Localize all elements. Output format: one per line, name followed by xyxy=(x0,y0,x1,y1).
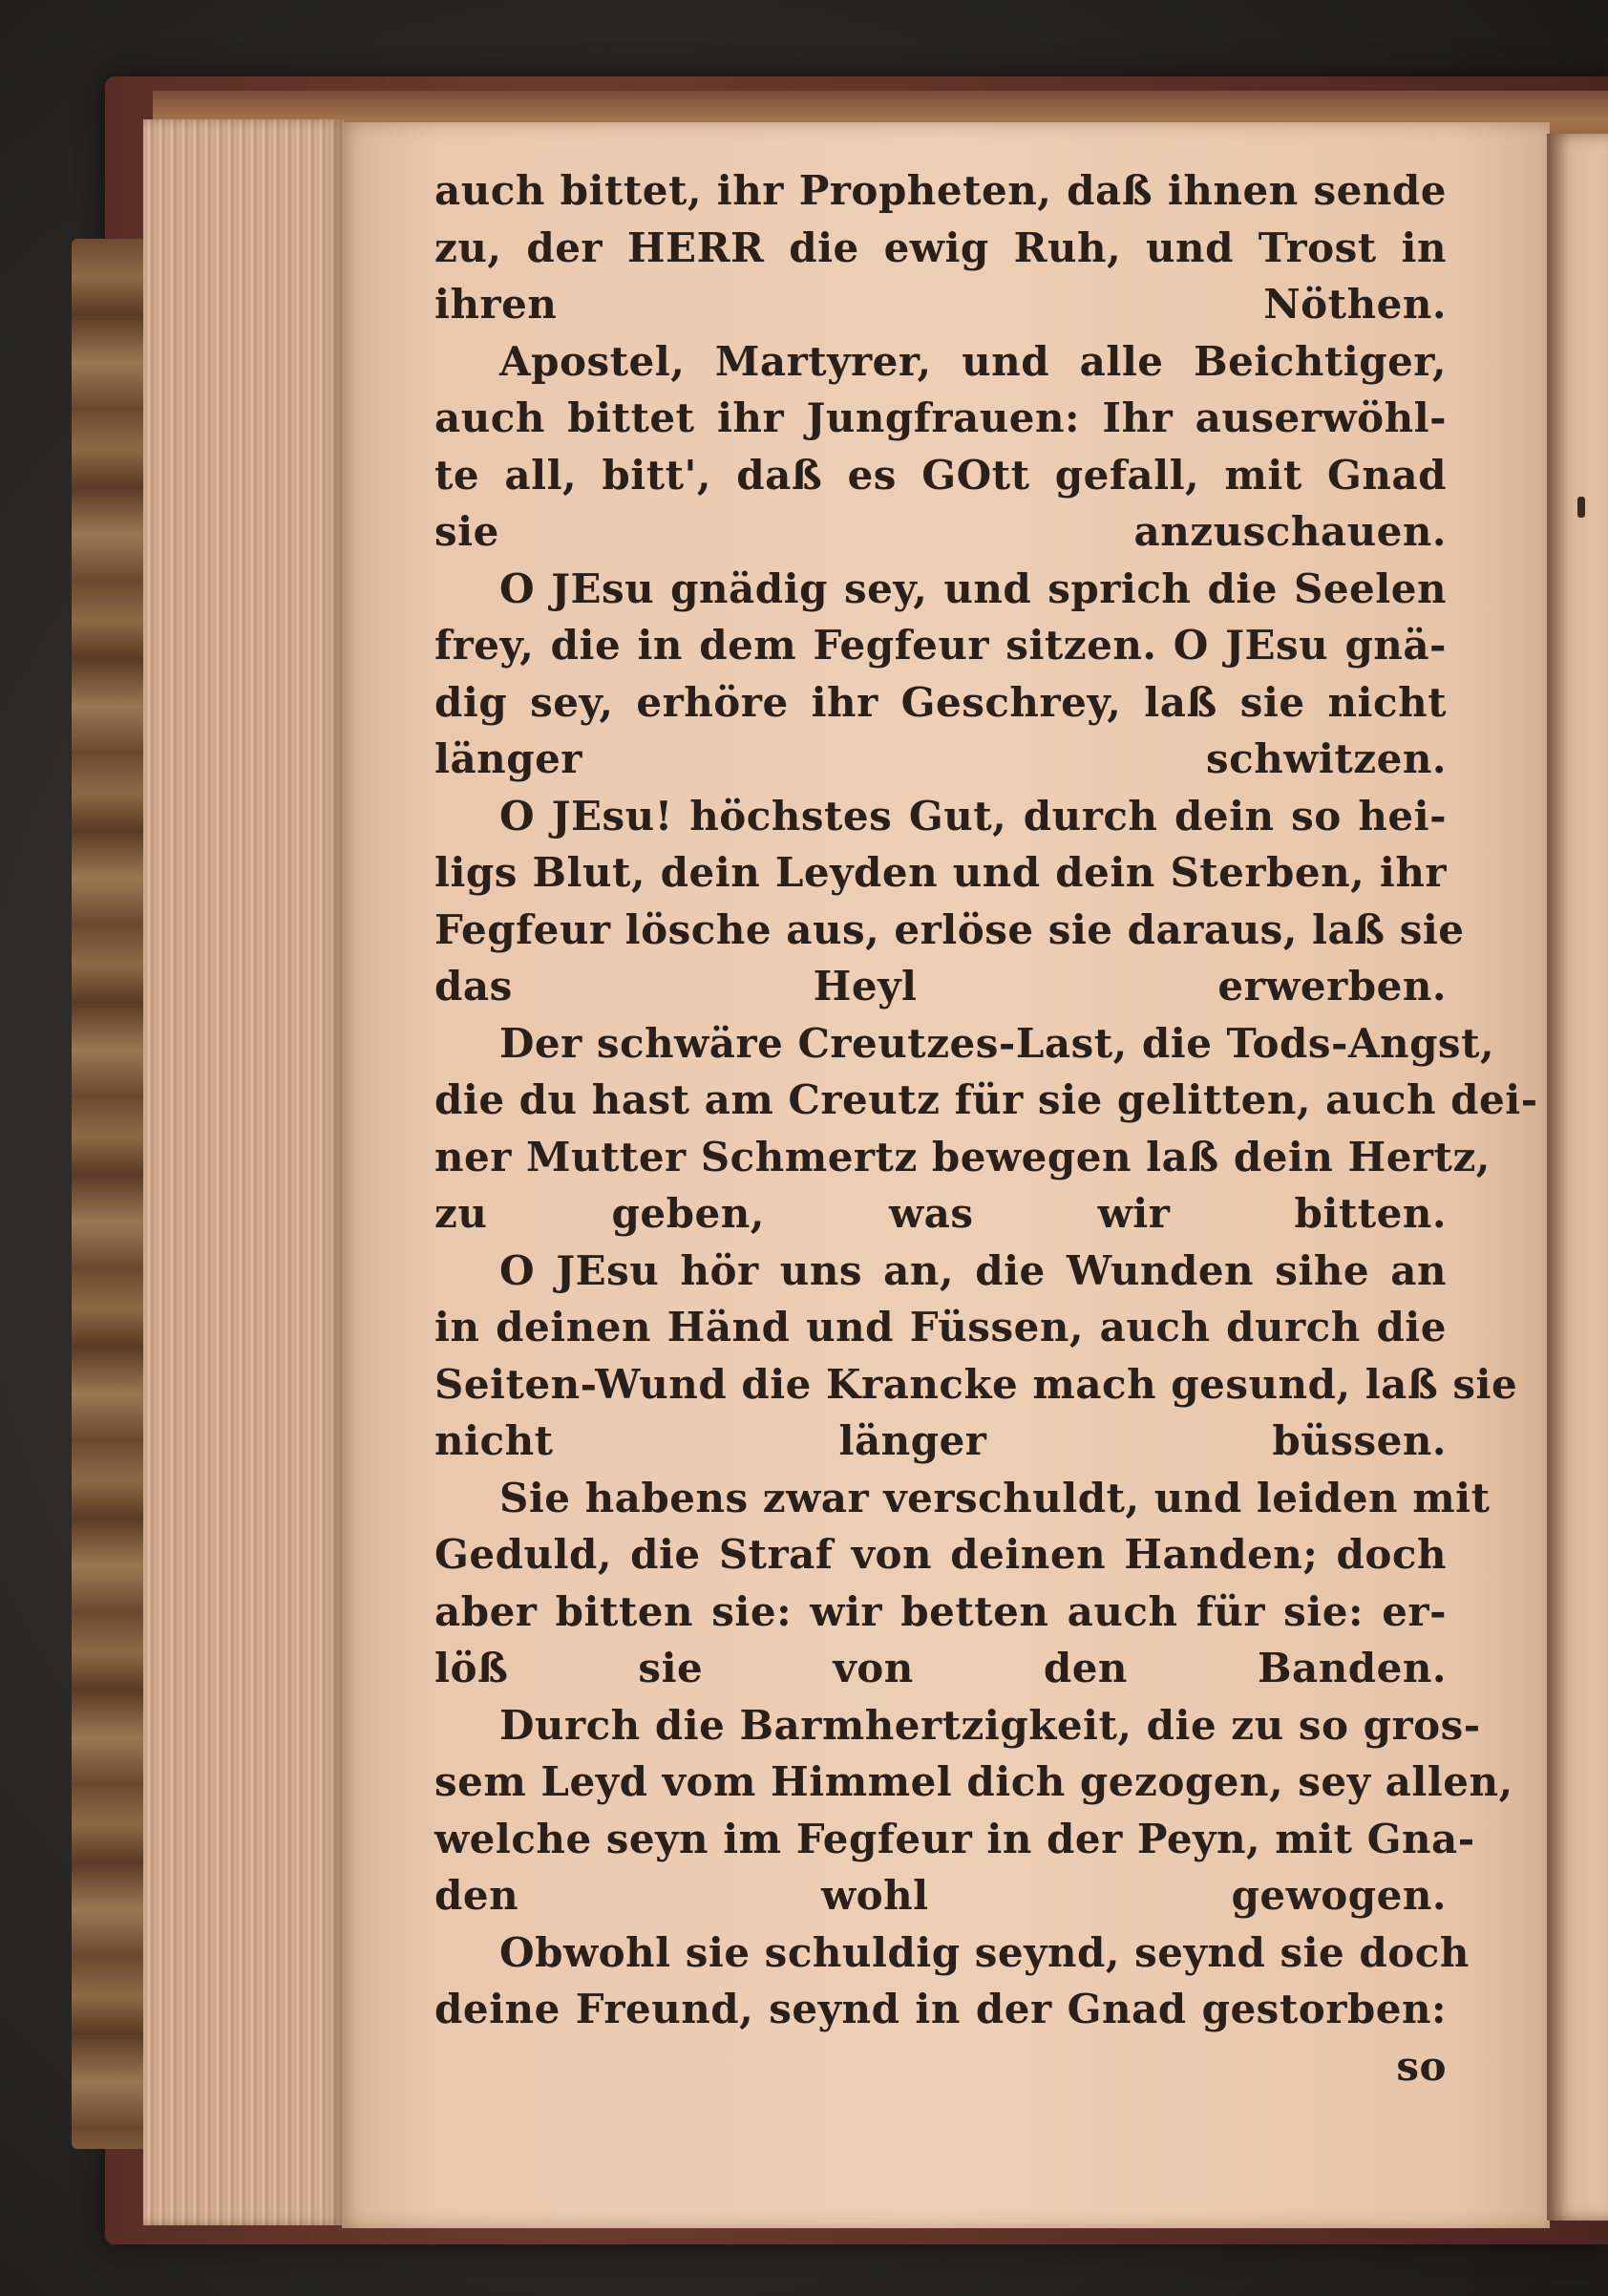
text-line: deine Freund, seynd in der Gnad gestorben: xyxy=(434,1986,1447,2032)
text-line: nicht länger büssen. xyxy=(434,1417,1447,1464)
text-line: frey, die in dem Fegfeur sitzen. O JEsu gnä- xyxy=(434,622,1447,669)
page-edges xyxy=(143,119,344,2225)
text-line: länger schwitzen. xyxy=(434,735,1447,782)
paragraph-1 xyxy=(434,162,1447,333)
text-line: die du hast am Creutz für sie gelitten, auch dei- xyxy=(434,1076,1538,1123)
paragraph-9 xyxy=(434,1924,1470,2038)
paragraph-7 xyxy=(434,1470,1491,1697)
catchword: so xyxy=(1396,2042,1447,2090)
paragraph-5 xyxy=(434,1015,1538,1243)
text-line: ligs Blut, dein Leyden und dein Sterben, ihr xyxy=(434,849,1447,896)
text-line: ner Mutter Schmertz bewegen laß dein Hertz, xyxy=(434,1133,1491,1180)
text-line: O JEsu gnädig sey, und sprich die Seelen xyxy=(499,564,1447,612)
text-line: Fegfeur lösche aus, erlöse sie daraus, laß sie xyxy=(434,905,1465,953)
text-line: O JEsu! höchstes Gut, durch dein so hei- xyxy=(499,792,1447,840)
text-line: in deinen Händ und Füssen, auch durch die xyxy=(434,1304,1447,1350)
text-line: te all, bitt', daß es GOtt gefall, mit Gnad xyxy=(434,451,1447,499)
paragraph-3 xyxy=(434,561,1447,788)
page-text xyxy=(434,162,1538,2094)
text-line: auch bittet, ihr Propheten, daß ihnen sende xyxy=(434,167,1447,214)
text-line: den wohl gewogen. xyxy=(434,1872,1447,1919)
text-line: löß sie von den Banden. xyxy=(434,1645,1447,1691)
paragraph-6 xyxy=(434,1243,1518,1470)
text-line: O JEsu hör uns an, die Wunden sihe an xyxy=(499,1246,1447,1294)
text-line: Der schwäre Creutzes-Last, die Tods-Angst, xyxy=(499,1019,1495,1067)
text-line: Durch die Barmhertzigkeit, die zu so gros- xyxy=(499,1701,1481,1749)
text-line: sem Leyd vom Himmel dich gezogen, sey allen, xyxy=(434,1758,1513,1805)
text-line: Obwohl sie schuldig seynd, seynd sie doch xyxy=(499,1928,1470,1976)
paragraph-2 xyxy=(434,333,1447,561)
text-line: welche seyn im Fegfeur in der Peyn, mit Gna- xyxy=(434,1815,1475,1862)
text-line: dig sey, erhöre ihr Geschrey, laß sie nicht xyxy=(434,678,1447,726)
text-line: Sie habens zwar verschuldt, und leiden mit xyxy=(499,1474,1491,1521)
text-line: Geduld, die Straf von deinen Handen; doch xyxy=(434,1531,1447,1578)
text-line: Apostel, Martyrer, und alle Beichtiger, xyxy=(499,337,1447,385)
paragraph-8 xyxy=(434,1697,1513,1924)
paragraph-4 xyxy=(434,788,1465,1015)
text-line: sie anzuschauen. xyxy=(434,508,1447,555)
text-line: zu geben, was wir bitten. xyxy=(434,1190,1447,1237)
text-line: ihren Nöthen. xyxy=(434,281,1447,328)
text-line: aber bitten sie: wir betten auch für sie: er- xyxy=(434,1587,1447,1635)
text-line: Seiten-Wund die Krancke mach gesund, laß sie xyxy=(434,1360,1518,1408)
text-line: das Heyl erwerben. xyxy=(434,963,1447,1010)
text-line: zu, der HERR die ewig Ruh, und Trost in xyxy=(434,223,1447,271)
ink-mark xyxy=(1577,497,1585,518)
facing-page-edge xyxy=(1547,134,1608,2221)
text-line: auch bittet ihr Jungfrauen: Ihr auserwöhl- xyxy=(434,394,1447,441)
